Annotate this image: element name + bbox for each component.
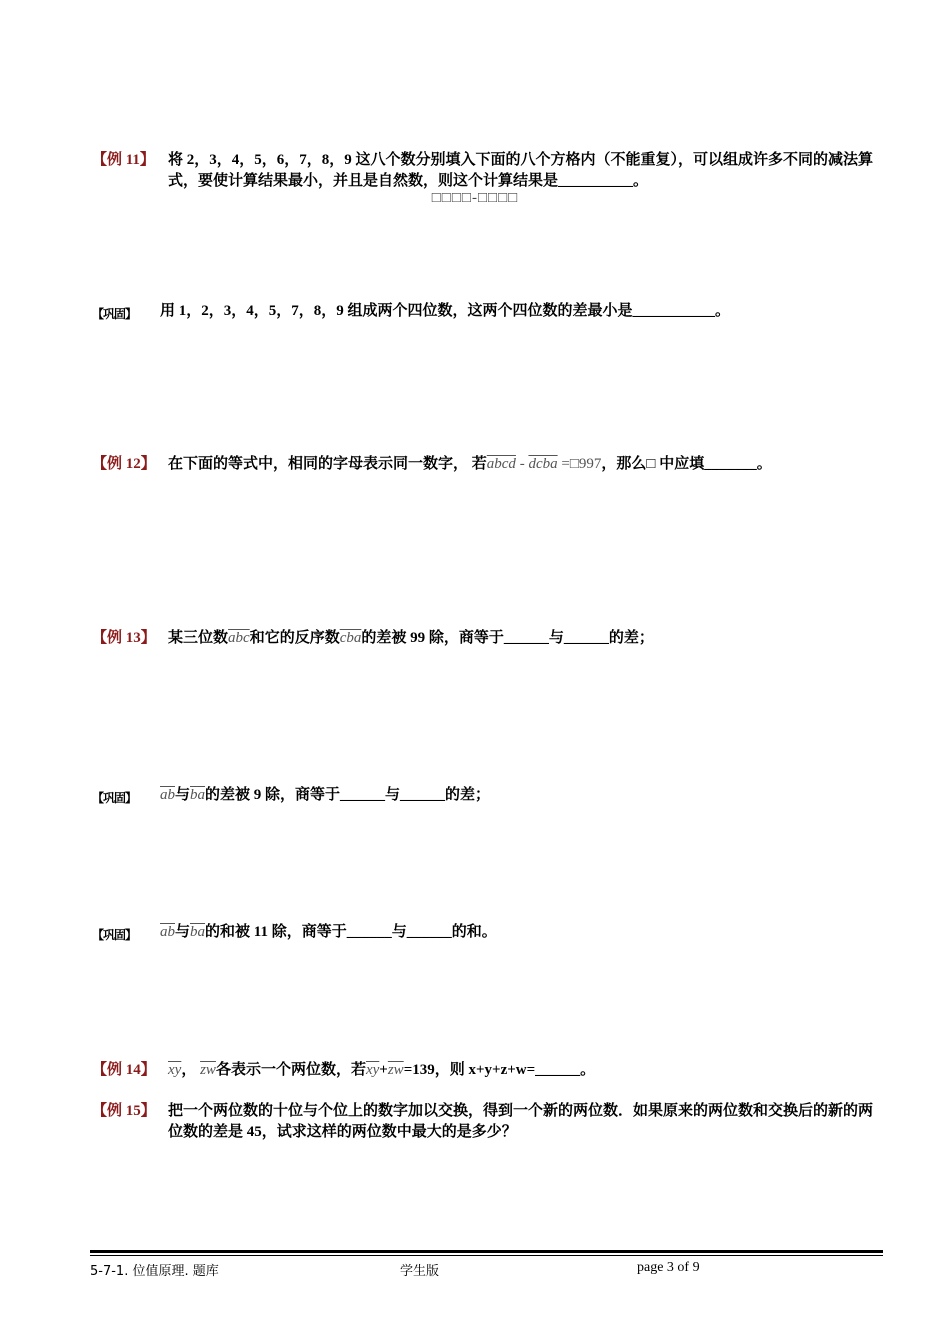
example-11-tag: 【例 11】 [92,152,155,168]
example-13-abc: $\overline{abc}$ [228,630,250,646]
footer-rule-thick [90,1250,883,1253]
example-13-post: 的差被 99 除，商等于______与______的差； [361,630,654,646]
example-14-xy2: $\overline{xy}$ [365,1062,380,1078]
consolidation-3-post: 的和被 11 除，商等于______与______的和。 [205,924,497,940]
example-11 [92,150,884,192]
example-14 [92,1060,884,1081]
example-14-post: =139，则 x+y+z+w=______。 [403,1062,596,1078]
consolidation-1-tag: 【巩固】 [92,307,137,321]
example-14-zw2: $\overline{zw}$ [387,1062,404,1078]
example-12-eq: =□997 [557,456,602,472]
consolidation-3-ba: $\overline{ba}$ [190,924,206,940]
consolidation-2-ba: $\overline{ba}$ [190,787,206,803]
consolidation-3-text [160,922,497,943]
footer-center: 学生版 [400,1264,440,1279]
consolidation-1-text: 用 1，2，3，4，5，7，8，9 组成两个四位数，这两个四位数的差最小是___________。 [160,303,731,319]
example-12 [92,454,884,475]
consolidation-3-tag: 【巩固】 [92,928,137,942]
example-12-post: ，那么□ 中应填_______。 [601,456,772,472]
example-11-boxes: □□□□-□□□□ [431,190,519,206]
consolidation-2-tag: 【巩固】 [92,791,137,805]
example-14-tag: 【例 14】 [92,1062,156,1078]
example-13 [92,628,884,649]
example-14-xy: $\overline{xy}$ [168,1062,182,1078]
consolidation-3-ab: $\overline{ab}$ [160,924,175,940]
example-12-pre: 在下面的等式中，相同的字母表示同一数字， 若 [168,456,487,472]
example-13-cba: $\overline{cba}$ [339,630,362,646]
footer-rule-thin [90,1255,883,1256]
example-12-dcba: dcba [528,456,558,472]
consolidation-3-yu: 与 [175,924,191,940]
example-14-sep: ， [181,1062,197,1078]
example-11-text: 将 2，3，4，5，6，7，8，9 这八个数分别填入下面的八个方格内（不能重复），可以组成许多不同的减法算式，要使计算结果最小，并且是自然数，则这个计算结果是__________。 [168,152,874,189]
example-13-mid: 和它的反序数 [249,630,340,646]
example-15 [92,1101,884,1143]
footer-left: 5-7-1. 位值原理. 题库 [90,1264,219,1279]
consolidation-2-post: 的差被 9 除，商等于______与______的差； [205,787,491,803]
example-14-plus: + [379,1062,388,1078]
example-12-tag: 【例 12】 [92,456,156,472]
example-13-tag: 【例 13】 [92,630,156,646]
example-14-mid: 各表示一个两位数，若 [215,1062,366,1078]
footer-page-number: page 3 of 9 [637,1260,700,1275]
consolidation-2-yu: 与 [175,787,191,803]
consolidation-2-ab: $\overline{ab}$ [160,787,175,803]
example-12-minus: - [515,456,529,472]
consolidation-2-text [160,785,490,806]
example-12-abcd: abcd [486,456,516,472]
example-15-tag: 【例 15】 [92,1103,156,1119]
example-14-zw: $\overline{zw}$ [200,1062,216,1078]
example-15-text: 把一个两位数的十位与个位上的数字加以交换，得到一个新的两位数．如果原来的两位数和交换后的新的两位数的差是 45，试求这样的两位数中最大的是多少？ [168,1103,874,1140]
example-13-pre: 某三位数 [168,630,229,646]
